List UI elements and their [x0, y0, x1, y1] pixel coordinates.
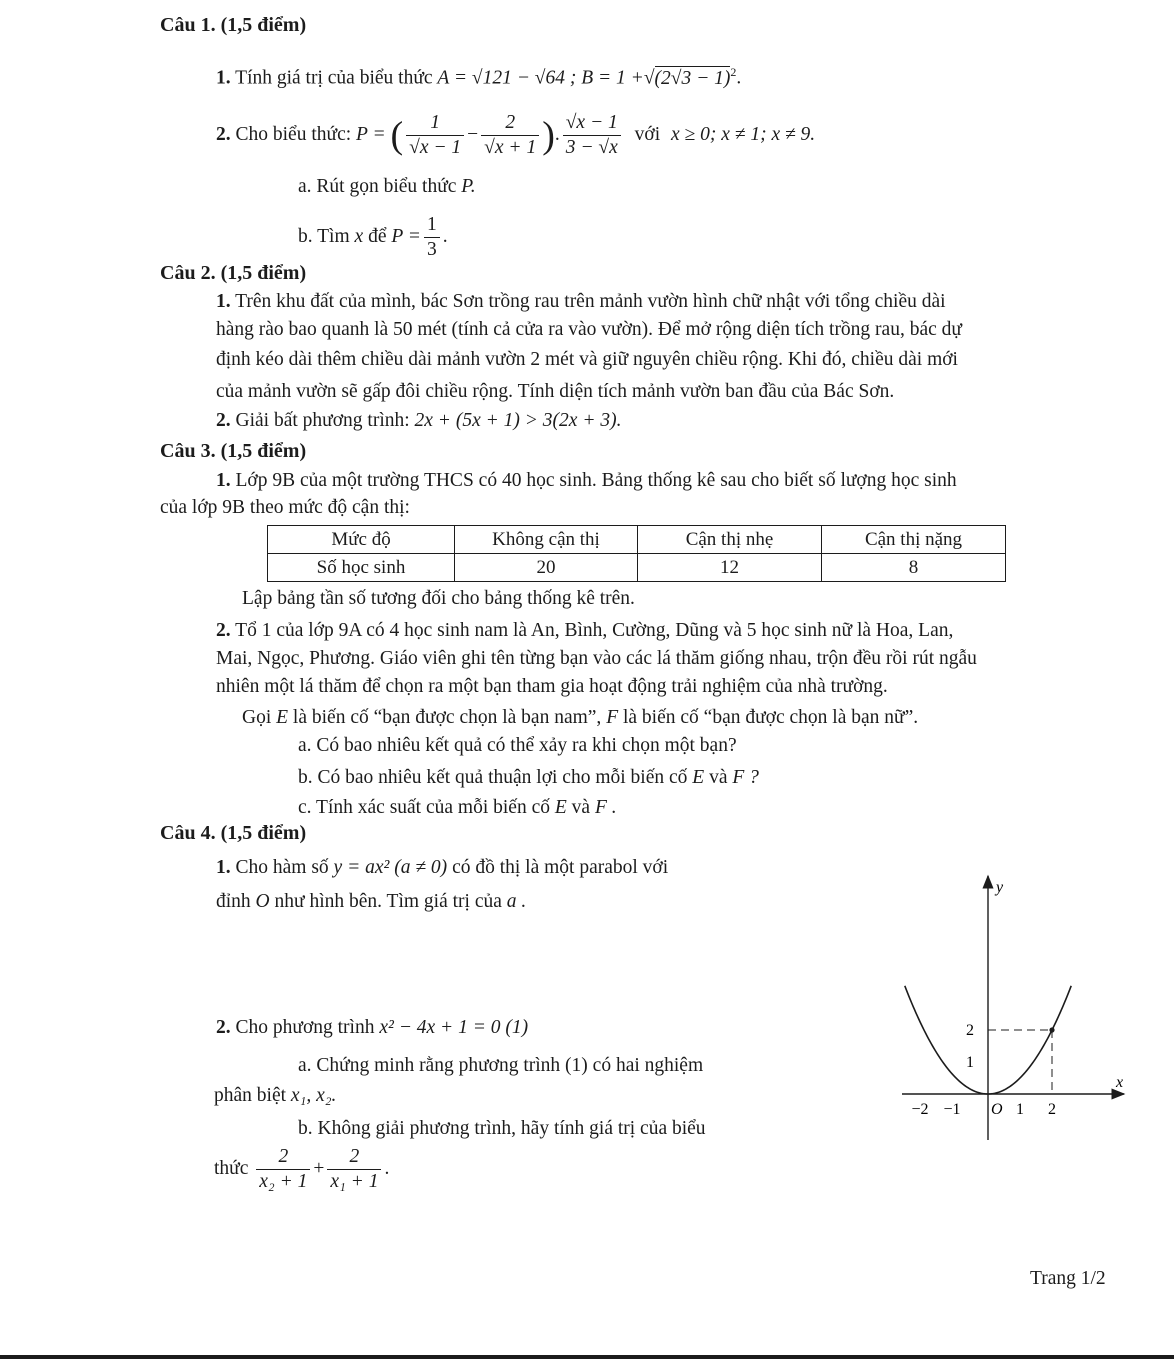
table-header-cell: Mức độ: [268, 526, 455, 554]
q3-part2-line1: [216, 617, 953, 645]
table-header-cell: Cận thị nặng: [822, 526, 1006, 554]
table-row: [268, 554, 1006, 582]
q3-line4-E: E: [276, 707, 289, 728]
q3-c-E: E: [554, 797, 567, 818]
q4-fraction-2: [327, 1145, 381, 1194]
x-tick-label: −1: [943, 1101, 961, 1118]
q3-part1-text1: Lớp 9B của một trường THCS có 40 học sinh. Bảng thống kê sau cho biết số lượng học sinh: [235, 470, 957, 491]
q1-part1-end: .: [736, 67, 742, 89]
q4-fraction-1-denominator: x₂ + 1: [259, 1171, 308, 1193]
q3-part2-a: a. Có bao nhiêu kết quả có thể xảy ra khi chọn một bạn?: [298, 735, 737, 756]
paren-close: ): [542, 114, 555, 157]
q3-line4-a: Gọi: [242, 707, 272, 728]
table-cell: 8: [822, 554, 1006, 582]
q1-part1: [216, 58, 741, 93]
question-3-title: Câu 3. (1,5 điểm): [160, 440, 307, 462]
q2-part1-line4: của mảnh vườn sẽ gấp đôi chiều rộng. Tính diện tích mảnh vườn ban đầu của Bác Sơn.: [216, 381, 895, 402]
q3-part2-line3: nhiên một lá thăm để chọn ra một bạn tham gia hoạt động trải nghiệm của nhà trường.: [216, 676, 888, 697]
x-tick-label: −2: [911, 1101, 929, 1118]
one-third-numerator: 1: [424, 213, 440, 238]
q4-part2-a-line2: [214, 1082, 336, 1110]
q4-fraction-2-numerator: 2: [327, 1145, 381, 1170]
x-tick-label: 2: [1048, 1101, 1056, 1118]
fraction-2: [481, 111, 539, 160]
table-cell: 12: [638, 554, 822, 582]
q4-a-vars: x₁, x₂.: [290, 1085, 337, 1106]
q4-part2-b-line1: b. Không giải phương trình, hãy tính giá trị của biểu: [298, 1118, 706, 1139]
question-2-title: Câu 2. (1,5 điểm): [160, 262, 307, 284]
q3-b-text: b. Có bao nhiêu kết quả thuận lợi cho mỗi biến cố: [298, 767, 688, 788]
fraction-3-numerator: √x − 1: [563, 111, 621, 136]
q2-part1-line2: hàng rào bao quanh là 50 mét (tính cả cửa ra vào vườn). Để mở rộng diện tích trồng rau, bác dự: [216, 319, 962, 340]
x-tick-label: 1: [1016, 1101, 1024, 1118]
q3-table-note: Lập bảng tần số tương đối cho bảng thống kê trên.: [242, 588, 635, 609]
q3-part2-text1: Tổ 1 của lớp 9A có 4 học sinh nam là An, Bình, Cường, Dũng và 5 học sinh nữ là Hoa, Lan,: [235, 620, 954, 641]
q4-part1-line1: [216, 854, 668, 882]
q1-b-P: P =: [391, 226, 421, 247]
q3-part2-line2: Mai, Ngọc, Phương. Giáo viên ghi tên từng bạn vào các lá thăm giống nhau, trộn đều rồi rút ngẫu: [216, 648, 977, 669]
q4-line2-var: a .: [506, 891, 527, 912]
q4-part1-label: 1.: [216, 857, 231, 878]
q3-part2-label: 2.: [216, 620, 231, 641]
q1-expression-A: A = √121 − √64 ;: [437, 67, 577, 89]
fraction-3-denominator: 3 − √x: [565, 137, 618, 159]
q4-part1-text: Cho hàm số: [235, 857, 329, 878]
q1-expression-B-prefix: B = 1 +: [581, 67, 644, 89]
q3-c-F: F .: [594, 797, 617, 818]
q3-part1-label: 1.: [216, 470, 231, 491]
table-cell: 20: [455, 554, 638, 582]
q1-expression-B-exponent: 2: [730, 65, 737, 79]
minus-sign: −: [467, 124, 479, 145]
question-4-title: Câu 4. (1,5 điểm): [160, 822, 307, 844]
fraction-2-denominator: √x + 1: [484, 137, 537, 159]
q2-part1-line3: định kéo dài thêm chiều dài mảnh vườn 2 mét và giữ nguyên chiều rộng. Khi đó, chiều dài mới: [216, 349, 958, 370]
condition-word: với: [634, 124, 661, 145]
q3-line4-F: F: [606, 707, 619, 728]
q3-b-and: và: [709, 767, 728, 788]
q1-b-text2: để: [368, 226, 387, 247]
parabola-graph: [896, 872, 1136, 1144]
q1-b-var: x: [354, 226, 364, 247]
question-1-title: Câu 1. (1,5 điểm): [160, 14, 307, 36]
q3-part1-line2: của lớp 9B theo mức độ cận thị:: [160, 497, 410, 518]
q2-part1-line1: [216, 288, 946, 316]
table-header-cell: Không cận thị: [455, 526, 638, 554]
table-header-cell: Cận thị nhẹ: [638, 526, 822, 554]
q4-a-text2: phân biệt: [214, 1085, 287, 1106]
q1-P-equals: P =: [356, 124, 386, 145]
q1-b-end: .: [442, 226, 448, 247]
sqrt-sign: √: [643, 67, 655, 89]
q4-part1-text2: có đồ thị là một parabol với: [452, 857, 669, 878]
q3-line4-c: là biến cố “bạn được chọn là bạn nữ”.: [622, 707, 919, 728]
q3-line4-b: là biến cố “bạn được chọn là bạn nam”,: [292, 707, 602, 728]
y-tick-label: 2: [966, 1022, 974, 1039]
q4-line2-O: O: [255, 891, 270, 912]
q3-part2-c: [298, 794, 617, 822]
one-third-denominator: 3: [426, 239, 437, 261]
q3-c-text: c. Tính xác suất của mỗi biến cố: [298, 797, 550, 818]
origin-label: O: [991, 1101, 1003, 1118]
q4-fraction-1: [256, 1145, 310, 1194]
q3-part2-b: [298, 764, 759, 792]
q4-equation: x² − 4x + 1 = 0 (1): [379, 1017, 529, 1038]
q3-b-E: E: [692, 767, 705, 788]
q4-part2: [216, 1014, 528, 1042]
q2-inequality: 2x + (5x + 1) > 3(2x + 3).: [414, 410, 622, 431]
q4-part2-a-line1: a. Chứng minh rằng phương trình (1) có hai nghiệm: [298, 1055, 704, 1076]
q1-part2-b: [298, 212, 448, 262]
q3-part1-line1: [216, 467, 957, 495]
bottom-border: [0, 1355, 1174, 1359]
q2-part1-label: 1.: [216, 291, 231, 312]
page-number: Trang 1/2: [1030, 1268, 1106, 1289]
q3-part2-line4: [242, 704, 918, 732]
q1-part2-text: Cho biểu thức:: [235, 124, 352, 145]
q4-fraction-2-denominator: x₁ + 1: [330, 1171, 379, 1193]
dot-operator: .: [554, 124, 560, 145]
q1-part2-label: 2.: [216, 124, 231, 145]
q2-part2: [216, 407, 621, 435]
q3-b-F: F ?: [732, 767, 759, 788]
q4-part2-text: Cho phương trình: [235, 1017, 375, 1038]
fraction-one-third: [424, 213, 440, 262]
q4-b-text2: thức: [214, 1158, 249, 1179]
q2-part2-label: 2.: [216, 410, 231, 431]
table-header-row: [268, 526, 1006, 554]
plus-sign: +: [313, 1158, 325, 1179]
paren-open: (: [390, 114, 404, 157]
fraction-1-numerator: 1: [406, 111, 464, 136]
fraction-1: [406, 111, 464, 160]
q4-fraction-1-numerator: 2: [256, 1145, 310, 1170]
q4-line2-a: đỉnh: [216, 891, 251, 912]
q4-b-end: .: [384, 1158, 390, 1179]
fraction-2-numerator: 2: [481, 111, 539, 136]
fraction-3: [563, 111, 621, 160]
y-axis-label: y: [996, 879, 1004, 896]
x-axis-label: x: [1116, 1074, 1124, 1091]
q1-part2: [216, 110, 815, 160]
q1-part1-text: Tính giá trị của biểu thức: [235, 67, 433, 89]
q4-line2-b: như hình bên. Tìm giá trị của: [274, 891, 502, 912]
table-cell: Số học sinh: [268, 554, 455, 582]
q4-function: y = ax² (a ≠ 0): [333, 857, 448, 878]
q3-c-and: và: [571, 797, 591, 818]
q1-a-text: a. Rút gọn biểu thức: [298, 176, 457, 197]
q1-b-text: b. Tìm: [298, 226, 350, 247]
q2-part2-text: Giải bất phương trình:: [235, 410, 410, 431]
statistics-table: [267, 525, 1006, 582]
q4-part2-label: 2.: [216, 1017, 231, 1038]
q1-part2-a: [298, 173, 476, 201]
marked-point: [1049, 1027, 1054, 1032]
q4-part1-line2: [216, 888, 526, 916]
q2-part1-text1: Trên khu đất của mình, bác Sơn trồng rau trên mảnh vườn hình chữ nhật với tổng chiều dài: [235, 291, 946, 312]
condition: x ≥ 0; x ≠ 1; x ≠ 9.: [671, 124, 816, 145]
y-tick-label: 1: [966, 1054, 974, 1071]
q1-a-var: P.: [461, 176, 476, 197]
q1-expression-B-radicand: (2√3 − 1): [654, 67, 731, 89]
fraction-1-denominator: √x − 1: [409, 137, 462, 159]
q4-part2-b-line2: [214, 1142, 389, 1196]
q1-part1-label: 1.: [216, 67, 231, 89]
